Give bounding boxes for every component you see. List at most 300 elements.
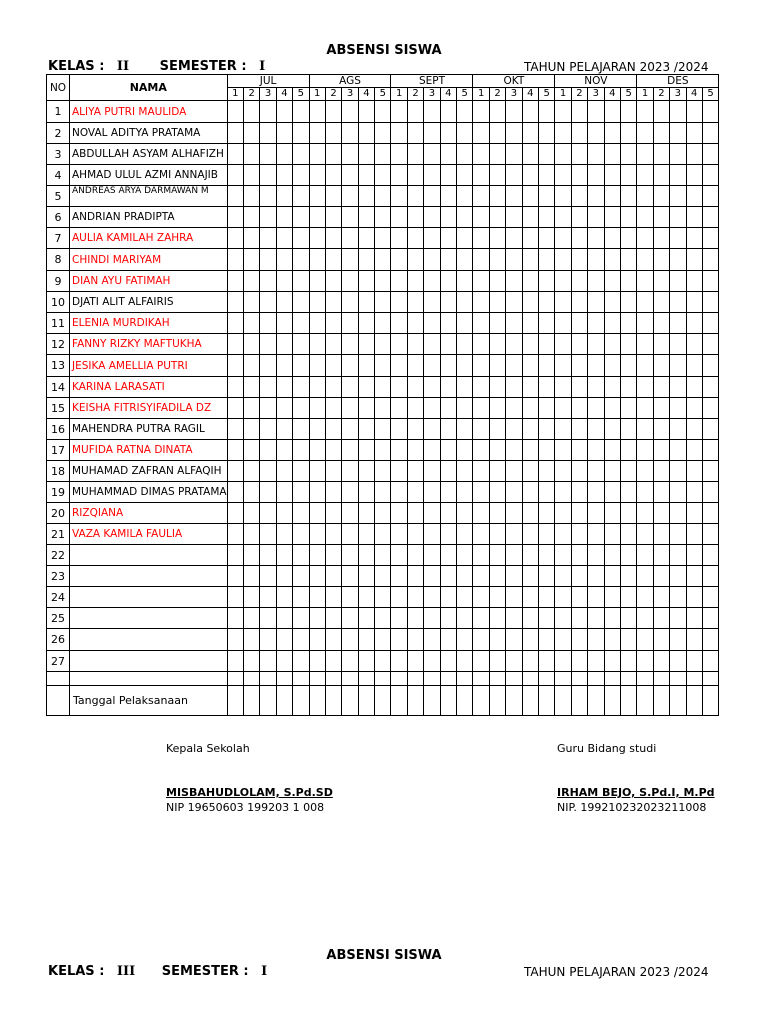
attendance-cell[interactable] (391, 672, 407, 686)
attendance-cell[interactable] (342, 101, 358, 123)
attendance-cell[interactable] (440, 608, 456, 629)
attendance-cell[interactable] (653, 440, 669, 461)
attendance-cell[interactable] (670, 672, 686, 686)
attendance-cell[interactable] (702, 503, 718, 524)
attendance-cell[interactable] (670, 186, 686, 207)
attendance-cell[interactable] (260, 587, 276, 608)
attendance-cell[interactable] (309, 398, 325, 419)
attendance-cell[interactable] (506, 207, 522, 228)
attendance-cell[interactable] (424, 651, 440, 672)
attendance-cell[interactable] (555, 355, 571, 377)
attendance-cell[interactable] (473, 207, 489, 228)
attendance-cell[interactable] (637, 482, 653, 503)
attendance-cell[interactable] (276, 355, 292, 377)
attendance-cell[interactable] (702, 629, 718, 651)
attendance-cell[interactable] (457, 123, 473, 144)
attendance-cell[interactable] (588, 101, 604, 123)
attendance-cell[interactable] (506, 228, 522, 249)
attendance-cell[interactable] (506, 123, 522, 144)
attendance-cell[interactable] (457, 566, 473, 587)
attendance-cell[interactable] (588, 144, 604, 165)
attendance-cell[interactable] (375, 334, 391, 355)
attendance-cell[interactable] (686, 651, 702, 672)
attendance-cell[interactable] (309, 587, 325, 608)
attendance-cell[interactable] (407, 608, 423, 629)
attendance-cell[interactable] (686, 461, 702, 482)
attendance-cell[interactable] (227, 545, 243, 566)
attendance-cell[interactable] (604, 186, 620, 207)
attendance-cell[interactable] (637, 587, 653, 608)
attendance-cell[interactable] (653, 292, 669, 313)
attendance-cell[interactable] (539, 355, 555, 377)
attendance-cell[interactable] (457, 228, 473, 249)
attendance-cell[interactable] (506, 249, 522, 271)
attendance-cell[interactable] (555, 672, 571, 686)
attendance-cell[interactable] (473, 629, 489, 651)
attendance-cell[interactable] (686, 249, 702, 271)
attendance-cell[interactable] (358, 398, 374, 419)
attendance-cell[interactable] (620, 398, 636, 419)
attendance-cell[interactable] (620, 566, 636, 587)
attendance-cell[interactable] (440, 651, 456, 672)
attendance-cell[interactable] (424, 461, 440, 482)
attendance-cell[interactable] (276, 334, 292, 355)
attendance-cell[interactable] (620, 377, 636, 398)
attendance-cell[interactable] (391, 503, 407, 524)
attendance-cell[interactable] (702, 686, 718, 716)
attendance-cell[interactable] (440, 228, 456, 249)
attendance-cell[interactable] (407, 672, 423, 686)
attendance-cell[interactable] (276, 144, 292, 165)
attendance-cell[interactable] (637, 545, 653, 566)
attendance-cell[interactable] (539, 165, 555, 186)
attendance-cell[interactable] (686, 165, 702, 186)
attendance-cell[interactable] (358, 566, 374, 587)
attendance-cell[interactable] (670, 629, 686, 651)
attendance-cell[interactable] (702, 292, 718, 313)
attendance-cell[interactable] (522, 672, 538, 686)
attendance-cell[interactable] (473, 503, 489, 524)
attendance-cell[interactable] (358, 186, 374, 207)
attendance-cell[interactable] (539, 566, 555, 587)
attendance-cell[interactable] (309, 271, 325, 292)
attendance-cell[interactable] (637, 651, 653, 672)
attendance-cell[interactable] (243, 334, 259, 355)
attendance-cell[interactable] (342, 334, 358, 355)
attendance-cell[interactable] (276, 207, 292, 228)
attendance-cell[interactable] (293, 651, 309, 672)
attendance-cell[interactable] (424, 566, 440, 587)
attendance-cell[interactable] (227, 165, 243, 186)
attendance-cell[interactable] (686, 186, 702, 207)
attendance-cell[interactable] (653, 123, 669, 144)
attendance-cell[interactable] (391, 123, 407, 144)
attendance-cell[interactable] (539, 440, 555, 461)
attendance-cell[interactable] (260, 419, 276, 440)
attendance-cell[interactable] (440, 419, 456, 440)
attendance-cell[interactable] (539, 482, 555, 503)
attendance-cell[interactable] (571, 686, 587, 716)
attendance-cell[interactable] (473, 566, 489, 587)
attendance-cell[interactable] (604, 419, 620, 440)
attendance-cell[interactable] (506, 524, 522, 545)
attendance-cell[interactable] (227, 503, 243, 524)
attendance-cell[interactable] (457, 186, 473, 207)
attendance-cell[interactable] (358, 228, 374, 249)
attendance-cell[interactable] (571, 249, 587, 271)
attendance-cell[interactable] (276, 587, 292, 608)
attendance-cell[interactable] (325, 608, 341, 629)
attendance-cell[interactable] (243, 355, 259, 377)
attendance-cell[interactable] (325, 482, 341, 503)
attendance-cell[interactable] (457, 419, 473, 440)
attendance-cell[interactable] (555, 249, 571, 271)
attendance-cell[interactable] (227, 292, 243, 313)
attendance-cell[interactable] (686, 123, 702, 144)
attendance-cell[interactable] (227, 686, 243, 716)
attendance-cell[interactable] (358, 271, 374, 292)
attendance-cell[interactable] (686, 292, 702, 313)
attendance-cell[interactable] (227, 672, 243, 686)
attendance-cell[interactable] (588, 334, 604, 355)
attendance-cell[interactable] (407, 144, 423, 165)
attendance-cell[interactable] (588, 651, 604, 672)
attendance-cell[interactable] (539, 292, 555, 313)
attendance-cell[interactable] (702, 419, 718, 440)
attendance-cell[interactable] (293, 608, 309, 629)
attendance-cell[interactable] (293, 398, 309, 419)
attendance-cell[interactable] (325, 355, 341, 377)
attendance-cell[interactable] (506, 503, 522, 524)
attendance-cell[interactable] (391, 461, 407, 482)
attendance-cell[interactable] (424, 503, 440, 524)
attendance-cell[interactable] (358, 686, 374, 716)
attendance-cell[interactable] (686, 377, 702, 398)
attendance-cell[interactable] (686, 144, 702, 165)
attendance-cell[interactable] (342, 313, 358, 334)
attendance-cell[interactable] (670, 566, 686, 587)
attendance-cell[interactable] (407, 629, 423, 651)
attendance-cell[interactable] (358, 587, 374, 608)
attendance-cell[interactable] (555, 398, 571, 419)
attendance-cell[interactable] (358, 524, 374, 545)
attendance-cell[interactable] (375, 228, 391, 249)
attendance-cell[interactable] (424, 355, 440, 377)
attendance-cell[interactable] (620, 123, 636, 144)
attendance-cell[interactable] (522, 419, 538, 440)
attendance-cell[interactable] (457, 144, 473, 165)
attendance-cell[interactable] (571, 377, 587, 398)
attendance-cell[interactable] (227, 123, 243, 144)
attendance-cell[interactable] (588, 461, 604, 482)
attendance-cell[interactable] (457, 651, 473, 672)
attendance-cell[interactable] (293, 419, 309, 440)
attendance-cell[interactable] (686, 566, 702, 587)
attendance-cell[interactable] (555, 377, 571, 398)
attendance-cell[interactable] (260, 207, 276, 228)
attendance-cell[interactable] (670, 313, 686, 334)
attendance-cell[interactable] (391, 566, 407, 587)
attendance-cell[interactable] (604, 292, 620, 313)
attendance-cell[interactable] (473, 228, 489, 249)
attendance-cell[interactable] (702, 398, 718, 419)
attendance-cell[interactable] (522, 292, 538, 313)
attendance-cell[interactable] (440, 101, 456, 123)
attendance-cell[interactable] (702, 101, 718, 123)
attendance-cell[interactable] (375, 207, 391, 228)
attendance-cell[interactable] (358, 101, 374, 123)
attendance-cell[interactable] (391, 377, 407, 398)
attendance-cell[interactable] (309, 249, 325, 271)
attendance-cell[interactable] (407, 566, 423, 587)
attendance-cell[interactable] (506, 377, 522, 398)
attendance-cell[interactable] (653, 313, 669, 334)
attendance-cell[interactable] (588, 440, 604, 461)
attendance-cell[interactable] (571, 355, 587, 377)
attendance-cell[interactable] (506, 672, 522, 686)
attendance-cell[interactable] (342, 587, 358, 608)
attendance-cell[interactable] (293, 207, 309, 228)
attendance-cell[interactable] (522, 186, 538, 207)
attendance-cell[interactable] (620, 686, 636, 716)
attendance-cell[interactable] (391, 313, 407, 334)
attendance-cell[interactable] (637, 608, 653, 629)
attendance-cell[interactable] (309, 545, 325, 566)
attendance-cell[interactable] (555, 587, 571, 608)
attendance-cell[interactable] (325, 461, 341, 482)
attendance-cell[interactable] (571, 672, 587, 686)
attendance-cell[interactable] (375, 186, 391, 207)
attendance-cell[interactable] (424, 186, 440, 207)
attendance-cell[interactable] (375, 271, 391, 292)
attendance-cell[interactable] (555, 545, 571, 566)
attendance-cell[interactable] (555, 419, 571, 440)
attendance-cell[interactable] (440, 165, 456, 186)
attendance-cell[interactable] (555, 608, 571, 629)
attendance-cell[interactable] (686, 608, 702, 629)
attendance-cell[interactable] (588, 566, 604, 587)
attendance-cell[interactable] (457, 398, 473, 419)
attendance-cell[interactable] (243, 228, 259, 249)
attendance-cell[interactable] (489, 271, 505, 292)
attendance-cell[interactable] (440, 186, 456, 207)
attendance-cell[interactable] (571, 398, 587, 419)
attendance-cell[interactable] (325, 292, 341, 313)
attendance-cell[interactable] (604, 144, 620, 165)
attendance-cell[interactable] (539, 123, 555, 144)
attendance-cell[interactable] (276, 524, 292, 545)
attendance-cell[interactable] (473, 440, 489, 461)
attendance-cell[interactable] (325, 672, 341, 686)
attendance-cell[interactable] (702, 207, 718, 228)
attendance-cell[interactable] (620, 651, 636, 672)
attendance-cell[interactable] (588, 123, 604, 144)
attendance-cell[interactable] (506, 629, 522, 651)
attendance-cell[interactable] (604, 228, 620, 249)
attendance-cell[interactable] (375, 377, 391, 398)
attendance-cell[interactable] (407, 271, 423, 292)
attendance-cell[interactable] (260, 228, 276, 249)
attendance-cell[interactable] (588, 482, 604, 503)
attendance-cell[interactable] (293, 377, 309, 398)
attendance-cell[interactable] (489, 313, 505, 334)
attendance-cell[interactable] (342, 165, 358, 186)
attendance-cell[interactable] (293, 503, 309, 524)
attendance-cell[interactable] (653, 207, 669, 228)
attendance-cell[interactable] (620, 672, 636, 686)
attendance-cell[interactable] (227, 377, 243, 398)
attendance-cell[interactable] (227, 608, 243, 629)
attendance-cell[interactable] (407, 249, 423, 271)
attendance-cell[interactable] (227, 207, 243, 228)
attendance-cell[interactable] (407, 524, 423, 545)
attendance-cell[interactable] (457, 440, 473, 461)
attendance-cell[interactable] (473, 249, 489, 271)
attendance-cell[interactable] (473, 144, 489, 165)
attendance-cell[interactable] (539, 101, 555, 123)
attendance-cell[interactable] (604, 672, 620, 686)
attendance-cell[interactable] (276, 377, 292, 398)
attendance-cell[interactable] (555, 629, 571, 651)
attendance-cell[interactable] (276, 440, 292, 461)
attendance-cell[interactable] (424, 686, 440, 716)
attendance-cell[interactable] (342, 482, 358, 503)
attendance-cell[interactable] (473, 651, 489, 672)
attendance-cell[interactable] (571, 144, 587, 165)
attendance-cell[interactable] (653, 398, 669, 419)
attendance-cell[interactable] (653, 672, 669, 686)
attendance-cell[interactable] (588, 398, 604, 419)
attendance-cell[interactable] (260, 651, 276, 672)
attendance-cell[interactable] (325, 419, 341, 440)
attendance-cell[interactable] (539, 377, 555, 398)
attendance-cell[interactable] (440, 566, 456, 587)
attendance-cell[interactable] (276, 566, 292, 587)
attendance-cell[interactable] (309, 482, 325, 503)
attendance-cell[interactable] (539, 672, 555, 686)
attendance-cell[interactable] (539, 587, 555, 608)
attendance-cell[interactable] (260, 482, 276, 503)
attendance-cell[interactable] (358, 629, 374, 651)
attendance-cell[interactable] (555, 334, 571, 355)
attendance-cell[interactable] (604, 377, 620, 398)
attendance-cell[interactable] (407, 545, 423, 566)
attendance-cell[interactable] (342, 419, 358, 440)
attendance-cell[interactable] (293, 355, 309, 377)
attendance-cell[interactable] (702, 144, 718, 165)
attendance-cell[interactable] (555, 686, 571, 716)
attendance-cell[interactable] (604, 482, 620, 503)
attendance-cell[interactable] (243, 186, 259, 207)
attendance-cell[interactable] (309, 355, 325, 377)
attendance-cell[interactable] (260, 292, 276, 313)
attendance-cell[interactable] (653, 144, 669, 165)
attendance-cell[interactable] (702, 651, 718, 672)
attendance-cell[interactable] (309, 566, 325, 587)
attendance-cell[interactable] (243, 207, 259, 228)
attendance-cell[interactable] (407, 440, 423, 461)
attendance-cell[interactable] (375, 651, 391, 672)
attendance-cell[interactable] (653, 482, 669, 503)
attendance-cell[interactable] (309, 440, 325, 461)
attendance-cell[interactable] (653, 334, 669, 355)
attendance-cell[interactable] (260, 249, 276, 271)
attendance-cell[interactable] (539, 207, 555, 228)
attendance-cell[interactable] (375, 440, 391, 461)
attendance-cell[interactable] (391, 101, 407, 123)
attendance-cell[interactable] (686, 545, 702, 566)
attendance-cell[interactable] (260, 503, 276, 524)
attendance-cell[interactable] (489, 334, 505, 355)
attendance-cell[interactable] (522, 377, 538, 398)
attendance-cell[interactable] (571, 566, 587, 587)
attendance-cell[interactable] (243, 144, 259, 165)
attendance-cell[interactable] (407, 165, 423, 186)
attendance-cell[interactable] (637, 524, 653, 545)
attendance-cell[interactable] (407, 377, 423, 398)
attendance-cell[interactable] (620, 608, 636, 629)
attendance-cell[interactable] (243, 524, 259, 545)
attendance-cell[interactable] (555, 440, 571, 461)
attendance-cell[interactable] (637, 101, 653, 123)
attendance-cell[interactable] (604, 101, 620, 123)
attendance-cell[interactable] (424, 207, 440, 228)
attendance-cell[interactable] (227, 249, 243, 271)
attendance-cell[interactable] (653, 524, 669, 545)
attendance-cell[interactable] (686, 524, 702, 545)
attendance-cell[interactable] (243, 608, 259, 629)
attendance-cell[interactable] (227, 271, 243, 292)
attendance-cell[interactable] (243, 672, 259, 686)
attendance-cell[interactable] (293, 123, 309, 144)
attendance-cell[interactable] (440, 686, 456, 716)
attendance-cell[interactable] (506, 271, 522, 292)
attendance-cell[interactable] (555, 524, 571, 545)
attendance-cell[interactable] (457, 503, 473, 524)
attendance-cell[interactable] (604, 524, 620, 545)
attendance-cell[interactable] (243, 398, 259, 419)
attendance-cell[interactable] (653, 587, 669, 608)
attendance-cell[interactable] (309, 503, 325, 524)
attendance-cell[interactable] (243, 566, 259, 587)
attendance-cell[interactable] (276, 545, 292, 566)
attendance-cell[interactable] (604, 398, 620, 419)
attendance-cell[interactable] (653, 271, 669, 292)
attendance-cell[interactable] (506, 482, 522, 503)
attendance-cell[interactable] (309, 207, 325, 228)
attendance-cell[interactable] (686, 672, 702, 686)
attendance-cell[interactable] (637, 271, 653, 292)
attendance-cell[interactable] (293, 228, 309, 249)
attendance-cell[interactable] (686, 686, 702, 716)
attendance-cell[interactable] (506, 587, 522, 608)
attendance-cell[interactable] (539, 271, 555, 292)
attendance-cell[interactable] (309, 165, 325, 186)
attendance-cell[interactable] (670, 419, 686, 440)
attendance-cell[interactable] (702, 334, 718, 355)
attendance-cell[interactable] (243, 686, 259, 716)
attendance-cell[interactable] (571, 123, 587, 144)
attendance-cell[interactable] (457, 524, 473, 545)
attendance-cell[interactable] (489, 545, 505, 566)
attendance-cell[interactable] (260, 629, 276, 651)
attendance-cell[interactable] (506, 686, 522, 716)
attendance-cell[interactable] (522, 398, 538, 419)
attendance-cell[interactable] (375, 292, 391, 313)
attendance-cell[interactable] (702, 123, 718, 144)
attendance-cell[interactable] (604, 651, 620, 672)
attendance-cell[interactable] (522, 355, 538, 377)
